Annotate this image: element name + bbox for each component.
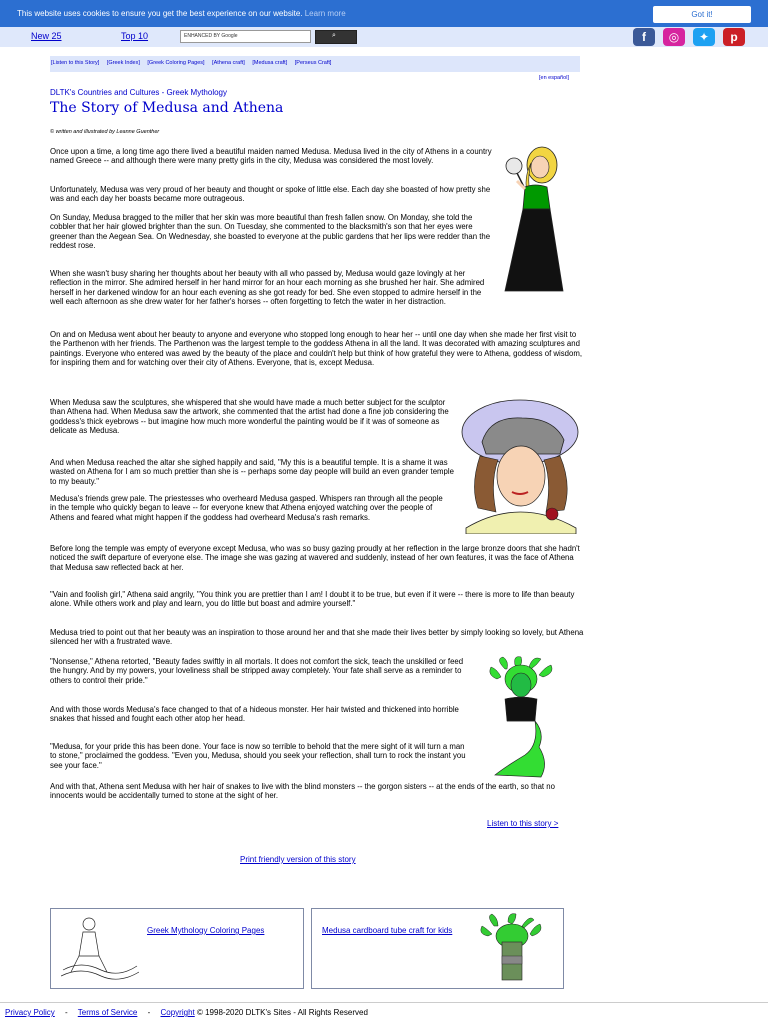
gorgon-medusa-illustration — [485, 655, 557, 780]
story-paragraph: Unfortunately, Medusa was very proud of her beauty and thought or spoke of little else. Each day she boasted of how pretty she was and each day her boasts became more outrageous. — [50, 185, 491, 204]
twitter-icon[interactable]: ✦ — [693, 28, 715, 46]
story-paragraph: Medusa tried to point out that her beauty was an inspiration to those around her and that she made their lives better by simply looking so lovely, but Athena silenced her with a frustrated wave. — [50, 628, 584, 647]
medusa-mirror-illustration — [495, 143, 565, 293]
story-paragraph: When Medusa saw the sculptures, she whispered that she would have made a much better subject for the sculptor than Athena had. When Medusa saw the artwork, she commented that the artist had done a fine job considering the goddess's thick eyebrows -- but imagine how much more wonderful the painting would be if it was of someone as delicate as Medusa. — [50, 398, 449, 436]
print-friendly-link[interactable]: Print friendly version of this story — [240, 855, 356, 864]
story-paragraph: Medusa's friends grew pale. The priestesses who overheard Medusa gasped. Whispers ran through all the people in the temple who quickly began to leave -- for everyone knew that Athena enjoyed watching over the people of Athens and feared what might happen if the goddess had overheard Medusa's rash remarks. — [50, 494, 443, 522]
footer-separator: - — [65, 1008, 68, 1017]
nav-link-medusa-craft[interactable]: [Medusa craft] — [252, 60, 288, 66]
cookie-banner — [0, 0, 768, 27]
story-paragraph: Once upon a time, a long time ago there lived a beautiful maiden named Medusa. Medusa lived in the city of Athens in a country named Greece -- and although there were many pretty girls in the city, Medusa was considered the most lovely. — [50, 147, 492, 166]
footer-divider — [0, 1002, 768, 1003]
greek-coloring-thumbnail — [61, 914, 139, 980]
spanish-link[interactable]: [en español] — [539, 75, 569, 81]
learn-more-link[interactable]: Learn more — [304, 9, 346, 18]
top-10-link[interactable]: Top 10 — [121, 31, 149, 41]
story-paragraph: When she wasn't busy sharing her thoughts about her beauty with all who passed by, Medusa would gaze lovingly at her reflection in the mirror. She admired herself in her hand mirror for an hour each morning as she brushed her hair. She admired herself in her darkened window for an hour each evening as she got ready for bed. She even stopped to admire herself in the well each afternoon as she drew water for her father's horses -- often forgetting to fetch the water in her distraction. — [50, 269, 485, 307]
story-paragraph: On and on Medusa went about her beauty to anyone and everyone who stopped long enough to hear her -- until one day when she made her first visit to the Parthenon with her friends. The Parthenon was the largest temple to the goddess Athena in all the land. It was decorated with amazing sculptures and paintings. Everyone who entered was awed by the beauty of the place and couldn't help but think of how grateful they were to Athena, goddess of wisdom, for inspiring them and for watching over their city of Athens. Everyone, that is, except Medusa. — [50, 330, 583, 368]
story-paragraph: And with those words Medusa's face changed to that of a hideous monster. Her hair twisted and thickened into horrible snakes that hissed and fought each other atop her head. — [50, 705, 459, 724]
copyright-link[interactable]: Copyright — [160, 1008, 195, 1017]
nav-link-greek-index[interactable]: [Greek Index] — [106, 60, 140, 66]
footer-separator: - — [147, 1008, 151, 1017]
search-input[interactable]: ENHANCED BY Google — [180, 30, 311, 43]
story-nav-links — [51, 60, 337, 66]
story-paragraph: "Nonsense," Athena retorted, "Beauty fades swiftly in all mortals. It does not comfort the sick, teach the unskilled or feed the hungry. And by my powers, your loveliness shall be stripped away completely. Your fate shall serve as a reminder to others to control their pride." — [50, 657, 464, 685]
breadcrumb[interactable]: DLTK's Countries and Cultures - Greek Mythology — [50, 88, 228, 97]
nav-link-perseus-craft[interactable]: [Perseus Craft] — [294, 60, 332, 66]
pinterest-icon[interactable]: p — [723, 28, 745, 46]
cookie-accept-button[interactable]: Got it! — [653, 6, 751, 23]
medusa-craft-link[interactable]: Medusa cardboard tube craft for kids — [322, 926, 453, 935]
story-paragraph: "Vain and foolish girl," Athena said angrily, "You think you are prettier than I am! I doubt it to be true, but even if it were -- there is more to life than beauty alone. While others work and play and learn, you do little but boast and admire yourself." — [50, 590, 575, 609]
instagram-icon[interactable]: ◎ — [663, 28, 685, 46]
cookie-message — [17, 9, 346, 18]
story-paragraph: And when Medusa reached the altar she sighed happily and said, "My this is a beautiful temple. It is a shame it was wasted on Athena for I am so much prettier than she is -- perhaps some day people will build an even grander temple to my beauty." — [50, 458, 454, 486]
related-card[interactable] — [50, 908, 304, 989]
listen-to-story-link[interactable]: Listen to this story > — [487, 819, 559, 828]
related-card[interactable] — [311, 908, 564, 989]
byline: © written and illustrated by Leanne Guenther — [50, 129, 160, 135]
new-25-link[interactable]: New 25 — [31, 31, 62, 41]
story-paragraph: "Medusa, for your pride this has been done. Your face is now so terrible to behold that the mere sight of it will turn a man to stone," proclaimed the goddess. "Even you, Medusa, should you seek your reflection, shall turn to rock the instant you see your face." — [50, 742, 466, 770]
privacy-policy-link[interactable]: Privacy Policy — [5, 1008, 55, 1017]
nav-link-coloring[interactable]: [Greek Coloring Pages] — [147, 60, 205, 66]
search-icon: ⌕ — [332, 32, 336, 39]
medusa-craft-thumbnail — [472, 912, 552, 984]
cookie-message-text: This website uses cookies to ensure you get the best experience on our website. — [17, 9, 303, 18]
facebook-icon[interactable]: f — [633, 28, 655, 46]
story-paragraph: On Sunday, Medusa bragged to the miller that her skin was more beautiful than fresh fallen snow. On Monday, she told the cobbler that her hair glowed brighter than the sun. On Tuesday, she commented to the blacksmith's son that her eyes were greener than the Aegean Sea. On Wednesday, she boasted to everyone at the public gardens that her lips were redder than the reddest rose. — [50, 213, 491, 251]
copyright-text: © 1998-2020 DLTK's Sites - All Rights Reserved — [196, 1008, 368, 1017]
page-title: The Story of Medusa and Athena — [50, 100, 284, 116]
nav-link-listen[interactable]: [Listen to this Story] — [51, 60, 100, 66]
search-button[interactable] — [315, 30, 357, 44]
footer — [5, 1008, 368, 1017]
nav-link-athena-craft[interactable]: [Athena craft] — [212, 60, 245, 66]
athena-illustration — [460, 396, 580, 534]
story-paragraph: Before long the temple was empty of everyone except Medusa, who was so busy gazing proudly at her reflection in the large bronze doors that she hadn't noticed the swift departure of everyone else. The image she was gazing at wavered and suddenly, instead of her own features, it was the face of Athena that Medusa saw reflected back at her. — [50, 544, 580, 572]
terms-of-service-link[interactable]: Terms of Service — [77, 1008, 138, 1017]
story-paragraph: And with that, Athena sent Medusa with her hair of snakes to live with the blind monsters -- the gorgon sisters -- at the ends of the earth, so that no innocents would be accidentally turned to stone at the sight of her. — [50, 782, 555, 801]
greek-coloring-link[interactable]: Greek Mythology Coloring Pages — [147, 926, 265, 935]
